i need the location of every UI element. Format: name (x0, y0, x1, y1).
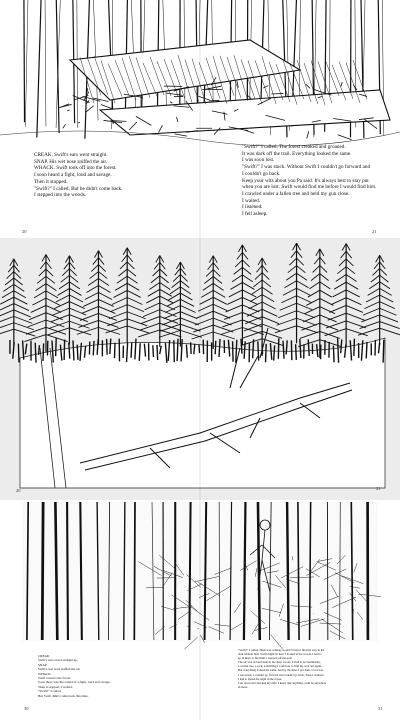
story-text-right (242, 144, 376, 218)
story-line: I had to spend the night in the forest. (238, 676, 283, 681)
story-line: a certain tree, a rock, something I could use to find my way out again. (238, 664, 322, 669)
story-line: Then it stopped. I waited. (38, 684, 73, 689)
page-number-right: 21 (372, 229, 377, 234)
story-text-left (38, 654, 111, 698)
story-line: I sat down and checked my rifle. I knew that anything could be anywhere (238, 680, 327, 685)
story-line: But everything looked the same. And by the time it got dark, I was lost. (238, 668, 324, 673)
page-gutter (199, 0, 201, 238)
story-line: Then it stopped. (34, 178, 68, 185)
story-line: I fell asleep. (242, 211, 268, 218)
story-text-left (34, 152, 123, 199)
story-line: It was dark off the trail. Everything looked the same. (242, 150, 352, 157)
story-line: "Swift?" I was stuck. Without Swift I couldn't go forward and (242, 164, 371, 171)
story-line: I listened. (242, 204, 263, 211)
spread-1 (0, 0, 400, 238)
story-line: Soon there was the sound of a fight- loud and savage. (38, 680, 111, 685)
page-number-right: 31 (378, 706, 383, 711)
page-number-right: 21 (376, 486, 381, 491)
story-line: in there. (238, 684, 248, 689)
story-line: But Swift didn't come back this time. (38, 693, 89, 698)
story-line: WHACK. Swift took off into the forest. (34, 165, 117, 172)
story-line: The air was old and stale in the deep woods. I tried to act landmarky, (238, 660, 321, 665)
story-line: "Swift?" I called. Dusk was coming on and I'd never find my way in the (238, 648, 325, 652)
story-line: SNAP (38, 662, 47, 667)
story-line: go in there to find him. I stepped off the trail. (238, 656, 293, 661)
story-line: I was stuck. I couldn't go forward and couldn't go back. Then I realized (238, 672, 324, 677)
story-text-right (238, 648, 326, 689)
story-line: I was soon lost. (242, 157, 275, 164)
story-line: Swift's wet nose sniffed the air. (38, 667, 81, 672)
story-line: "Swift?" I called. (38, 689, 62, 694)
story-line: when you are lost. Swift would find me before I would find him. (242, 184, 377, 191)
story-line: I crawled under a fallen tree and held my gun close. (242, 190, 350, 197)
story-line: I couldn't go back. (242, 170, 281, 177)
story-line: Swift ran into the forest. (38, 676, 72, 681)
spread-2 (0, 238, 400, 500)
story-line: "Swift?" I called. The forest creaked and groaned. (242, 144, 346, 150)
story-line: I soon heard a fight, loud and savage. (34, 172, 112, 179)
page-number-left: 30 (24, 706, 29, 711)
story-line: I stepped into the woods. (34, 192, 87, 199)
page-number-left: 20 (16, 488, 21, 493)
story-line: Swift's ears stood straight up. (38, 658, 78, 663)
page-number-left: 20 (22, 229, 27, 234)
story-line: CREAK. Swift's ears went straight. (34, 152, 108, 158)
story-line: "Swift?" I called. But he didn't come back. (34, 185, 123, 192)
story-line: CREAK (38, 654, 50, 658)
story-line: Keep your wits about you Pa said. It's always best to stay put (242, 177, 369, 184)
story-line: WHACK (38, 671, 51, 676)
story-line: I waited. (242, 197, 261, 204)
page-gutter (199, 238, 201, 500)
story-line: dark without him. Swift might be hurt. I looked at the woods. I had to (238, 652, 322, 657)
page-gutter (199, 500, 201, 720)
story-line: SNAP. His wet nose sniffed the air. (34, 158, 108, 165)
